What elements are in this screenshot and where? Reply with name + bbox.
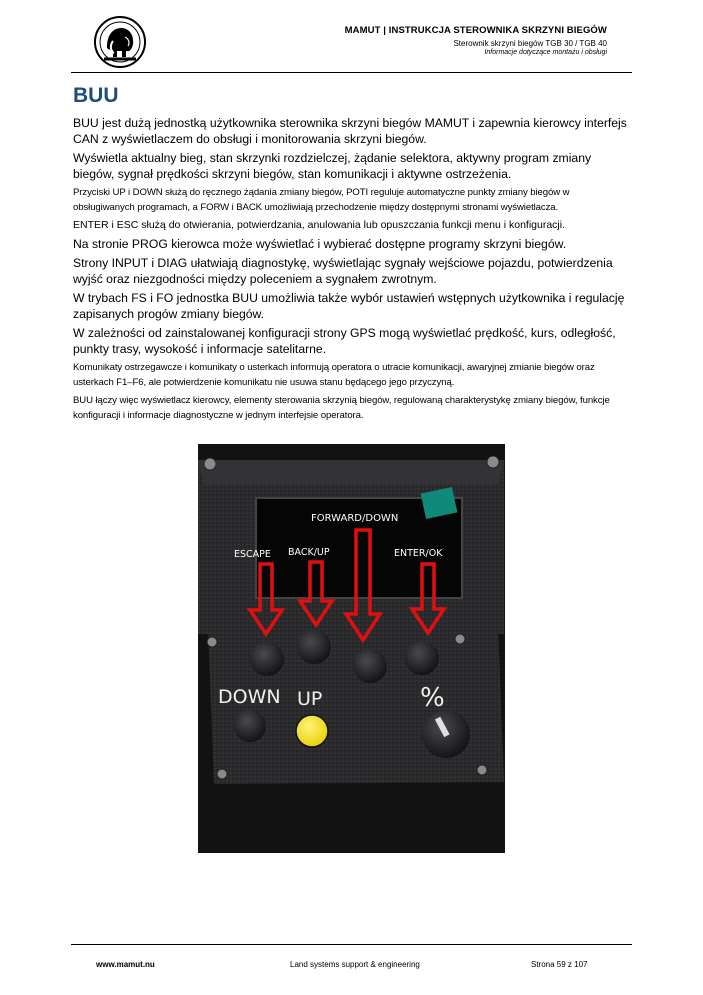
footer-divider [71, 944, 632, 945]
header-subtitle: Sterownik skrzyni biegów TGB 30 / TGB 40 [453, 39, 607, 48]
paragraph: BUU jest dużą jednostką użytkownika sterownika skrzyni biegów MAMUT i zapewnia kierowcy interfejs CAN z wyświetlaczem do obsługi i monitorowania skrzyni biegów. [73, 116, 627, 146]
header-subtitle-italic: Informacje dotyczące montażu i obsługi [484, 49, 607, 56]
paragraph: Komunikaty ostrzegawcze i komunikaty o usterkach informują operatora o utracie komunikacji, awaryjnej zmianie biegów oraz usterkach F1–F6, ale potwierdzenie komunikatu nie usuwa stanu będącego jego przyczyną. [73, 362, 595, 388]
footer-tagline: Land systems support & engineering [290, 960, 420, 969]
label-escape: ESCAPE [234, 549, 271, 560]
footer-website: www.mamut.nu [96, 960, 155, 969]
paragraph: W zależności od zainstalowanej konfiguracji strony GPS mogą wyświetlać prędkość, kurs, odległość, punkty trasy, wysokość i informacje satelitarne. [73, 326, 616, 356]
label-back-up: BACK/UP [288, 547, 330, 558]
paragraph: W trybach FS i FO jednostka BUU umożliwia także wybór ustawień wstępnych użytkownika i regulację zapisanych progów zmiany biegów. [73, 291, 625, 321]
paragraph: Wyświetla aktualny bieg, stan skrzynki rozdzielczej, żądanie selektora, aktywny program zmiany biegów, sygnał prędkości skrzyni biegów, stan komunikacji i aktywne ostrzeżenia. [73, 151, 592, 181]
paragraph: Przyciski UP i DOWN służą do ręcznego żądania zmiany biegów, POTI reguluje automatyczne punkty zmiany biegów w obsługiwanych programach, a FORW i BACK umożliwiają przechodzenie między dostępnymi stronami wyświetlacza. [73, 187, 570, 213]
page-header [345, 25, 607, 56]
label-enter-ok: ENTER/OK [394, 548, 443, 559]
label-down: DOWN [218, 686, 281, 708]
section-body [73, 115, 633, 426]
paragraph: BUU łączy więc wyświetlacz kierowcy, elementy sterowania skrzynią biegów, regulowaną charakterystykę zmiany biegów, funkcje konfiguracji i informacje diagnostyczne w jednym interfejsie operatora. [73, 395, 610, 421]
paragraph: ENTER i ESC służą do otwierania, potwierdzania, anulowania lub opuszczania funkcji menu i konfiguracji. [73, 219, 566, 231]
header-title: MAMUT | INSTRUKCJA STEROWNIKA SKRZYNI BIEGÓW [344, 25, 607, 36]
paragraph: Strony INPUT i DIAG ułatwiają diagnostykę, wyświetlając sygnały wejściowe pojazdu, potwierdzenia wyjść oraz niezgodności między poleceniem a sygnałem zwrotnym. [73, 256, 613, 286]
buu-panel-photo [198, 444, 505, 853]
footer-page-number: Strona 59 z 107 [531, 960, 588, 969]
header-divider [71, 72, 632, 73]
label-up: UP [297, 688, 323, 710]
paragraph: Na stronie PROG kierowca może wyświetlać i wybierać dostępne programy skrzyni biegów. [73, 237, 567, 251]
label-percent: % [420, 683, 445, 713]
mamut-logo [93, 15, 147, 69]
label-forward-down: FORWARD/DOWN [311, 513, 399, 524]
section-title: BUU [73, 84, 119, 107]
